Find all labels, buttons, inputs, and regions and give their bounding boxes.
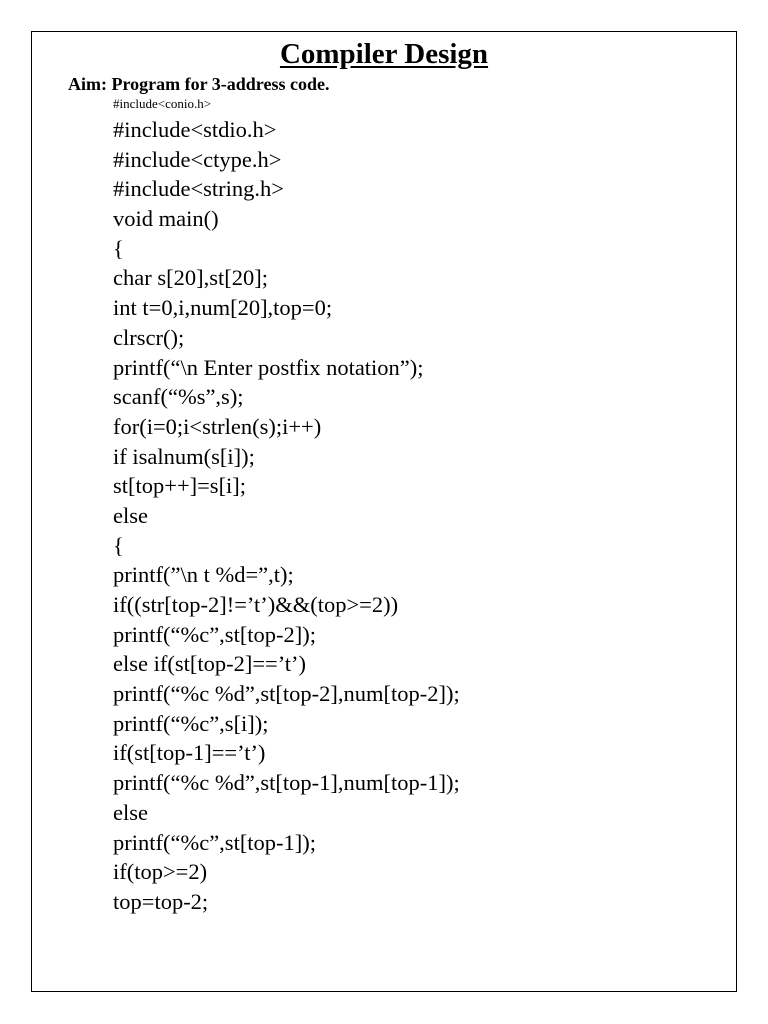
code-line: if(top>=2) bbox=[113, 859, 208, 885]
code-line: #include<string.h> bbox=[113, 176, 284, 202]
code-line: for(i=0;i<strlen(s);i++) bbox=[113, 413, 322, 439]
code-line: st[top++]=s[i]; bbox=[113, 473, 247, 499]
code-line: if isalnum(s[i]); bbox=[113, 443, 255, 469]
code-line: void main() bbox=[113, 206, 219, 232]
code-line: { bbox=[113, 235, 124, 261]
code-line-include-conio: #include<conio.h> bbox=[113, 96, 212, 111]
code-line: printf(“%c”,st[top-1]); bbox=[113, 829, 317, 855]
code-line: int t=0,i,num[20],top=0; bbox=[113, 295, 333, 321]
code-line: else if(st[top-2]==’t’) bbox=[113, 651, 307, 677]
code-line: clrscr(); bbox=[113, 324, 185, 350]
code-line: { bbox=[113, 532, 124, 558]
code-line: #include<stdio.h> bbox=[113, 117, 277, 142]
document-title: Compiler Design bbox=[279, 38, 489, 70]
code-line: if(st[top-1]==’t’) bbox=[113, 740, 266, 766]
code-line: printf(“\n Enter postfix notation”); bbox=[113, 354, 424, 380]
code-line: printf(”\n t %d=”,t); bbox=[113, 562, 294, 588]
code-line: if((str[top-2]!=’t’)&&(top>=2)) bbox=[113, 592, 399, 617]
code-line: else bbox=[113, 799, 148, 825]
code-line: else bbox=[113, 502, 148, 528]
code-line: char s[20],st[20]; bbox=[113, 265, 268, 291]
code-line: printf(“%c %d”,st[top-2],num[top-2]); bbox=[113, 681, 460, 707]
code-line: #include<ctype.h> bbox=[113, 146, 282, 172]
code-line: scanf(“%s”,s); bbox=[113, 384, 244, 410]
code-listing bbox=[113, 115, 460, 917]
code-line: printf(“%c %d”,st[top-1],num[top-1]); bbox=[113, 770, 460, 796]
code-line: top=top-2; bbox=[113, 888, 209, 914]
code-line: printf(“%c”,st[top-2]); bbox=[113, 621, 317, 647]
code-line: printf(“%c”,s[i]); bbox=[113, 710, 269, 736]
aim-statement: Aim: Program for 3-address code. bbox=[68, 74, 330, 94]
